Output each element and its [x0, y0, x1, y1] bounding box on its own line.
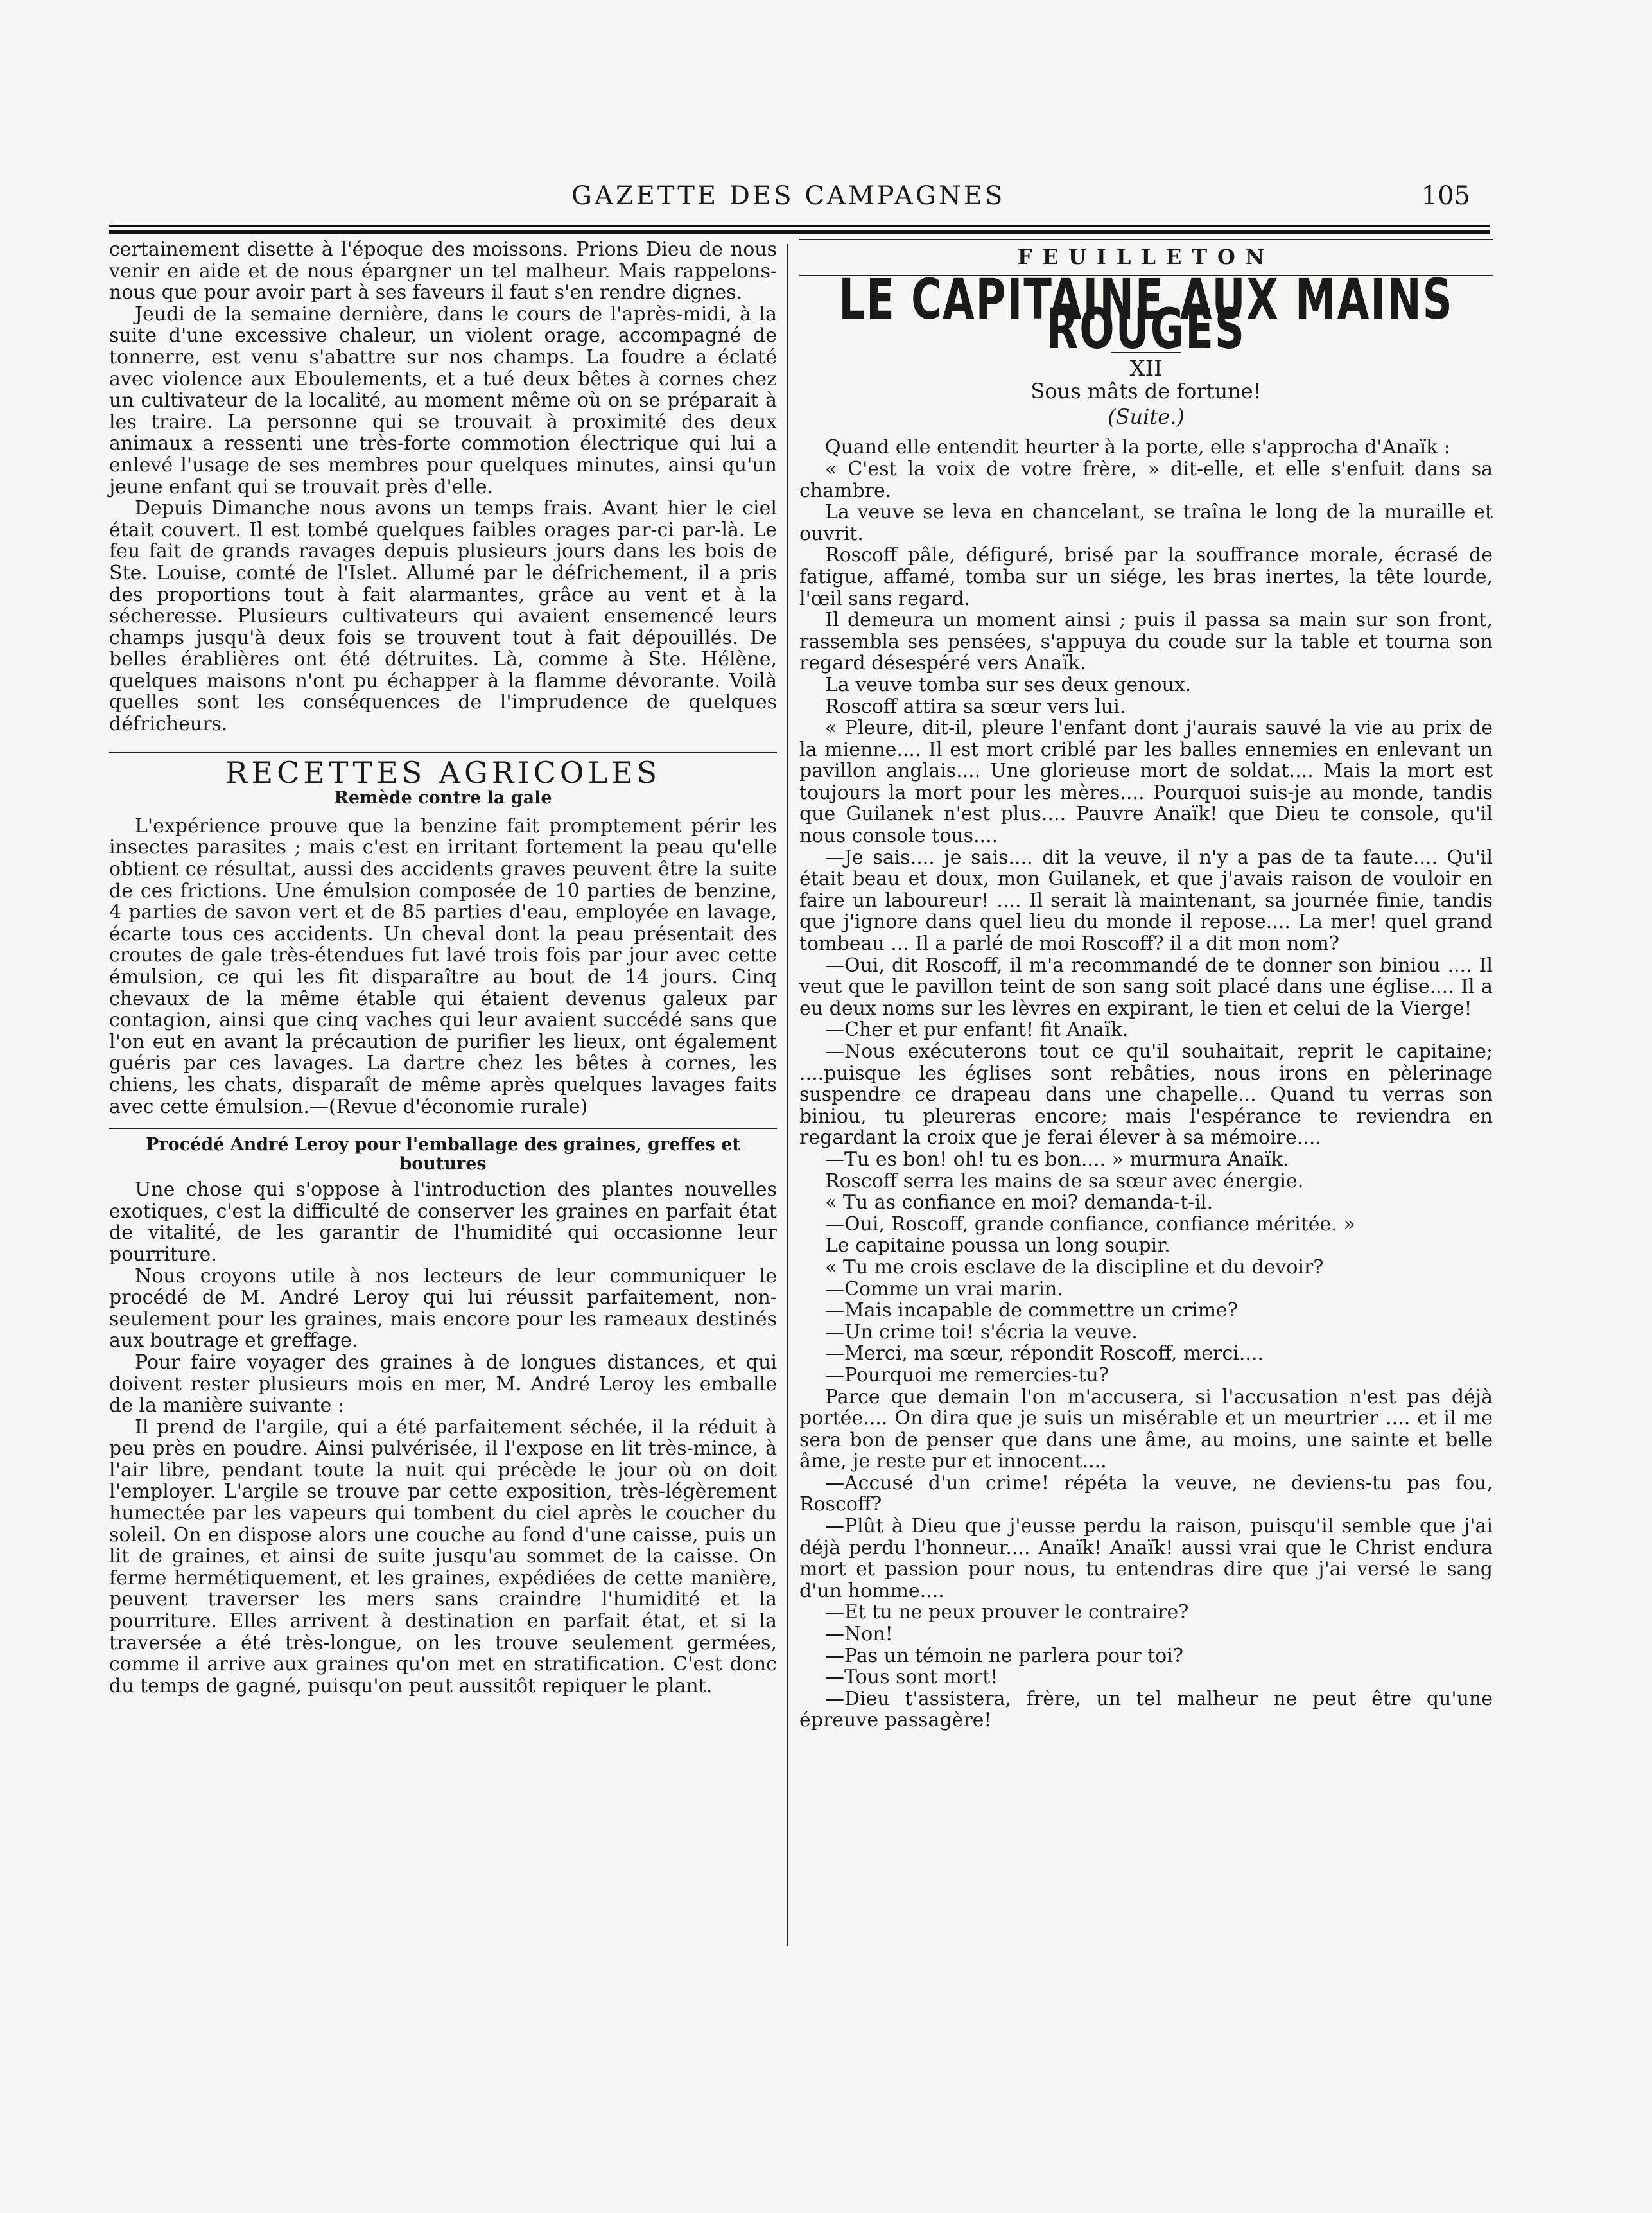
- story-paragraph: Parce que demain l'on m'accusera, si l'accusation n'est pas déjà portée.... On dira que je suis un misérable et un meurtrier .... et il me sera bon de penser que dans une âme, au moins, une sainte et belle âme, je reste pur et innocent....: [799, 1385, 1493, 1473]
- suite-label: (Suite.): [1108, 404, 1185, 429]
- story-paragraph: —Nous exécuterons tout ce qu'il souhaitait, reprit le capitaine; ....puisque les églises sont rebâties, nous irons en pèlerinage suspendre ce drapeau dans une chapelle... Quand tu verras son biniou, tu pleureras encore; mais l'espérance te reviendra en regardant la croix que je ferai élever à sa mémoire....: [799, 1040, 1493, 1150]
- story-paragraph: Il demeura un moment ainsi ; puis il passa sa main sur son front, rassembla ses pensées, s'appuya du coude sur la table et tourna son regard désespéré vers Anaïk.: [799, 609, 1493, 675]
- page-number: 105: [1421, 181, 1470, 211]
- story-paragraph: —Plût à Dieu que j'eusse perdu la raison, puisqu'il semble que j'ai déjà perdu l'honneur.... Anaïk! Anaïk! aussi vrai que le Christ endura mort et passion pour nous, tu entendras dire que j'ai versé le sang d'un homme....: [799, 1515, 1493, 1602]
- story-paragraph: « Tu as confiance en moi? demanda-t-il.: [825, 1191, 1213, 1214]
- header-rule-thick: [109, 230, 1490, 234]
- story-paragraph: —Pas un témoin ne parlera pour toi?: [825, 1644, 1184, 1667]
- remede-text: L'expérience prouve que la benzine fait promptement périr les insectes parasites ; mais c'est en irritant fortement la peau qu'elle obtient ce résultat, aussi des accidents graves peuvent être la suite de ces frictions. Une émulsion composée de 10 parties de benzine, 4 parties de savon vert et de 85 parties d'eau, employée en lavage, écarte tous ces accidents. Un cheval dont la peau présentait des croutes de gale très-étendues fut lavé trois fois par jour avec cette émulsion, ce qui les fit disparaître au bout de 14 jours. Cinq chevaux de la même étable qui étaient devenus galeux par contagion, ainsi que cinq vaches qui leur avaient succédé sans que l'on eut en avant la précaution de purifier les lieux, ont également guéris par ces lavages. La dartre chez les bêtes à cornes, les chiens, les chats, disparaît de même après quelques lavages faits avec cette émulsion.—(Revue d'économie rurale): [109, 814, 777, 1118]
- procede-paragraph: Il prend de l'argile, qui a été parfaitement séchée, il la réduit à peu près en poudre. Ainsi pulvérisée, il l'expose en lit très-mince, à l'air libre, pendant toute la nuit qui précède le jour où on doit l'employer. L'argile se trouve par cette exposition, très-légèrement humectée par les vapeurs qui tombent du ciel après le coucher du soleil. On en dispose alors une couche au fond d'une caisse, puis un lit de graines, et ainsi de suite jusqu'au sommet de la caisse. On ferme hermétiquement, et les graines, expédiées de cette manière, peuvent traverser les mers sans craindre l'humidité et la pourriture. Elles arrivent à destination en parfait état, et si la traversée a été très-longue, on les trouve seulement germées, comme il arrive aux graines qu'on met en stratification. C'est donc du temps de gagné, puisqu'on peut aussitôt repiquer le plant.: [109, 1415, 777, 1697]
- story-paragraph: —Et tu ne peux prouver le contraire?: [825, 1601, 1189, 1624]
- story-paragraph: —Oui, dit Roscoff, il m'a recommandé de te donner son biniou .... Il veut que le pavillon teint de son sang soit placé dans une église.... Il a eu deux noms sur les lèvres en expirant, le tien et celui de la Vierge!: [799, 954, 1493, 1020]
- newspaper-title: GAZETTE DES CAMPAGNES: [571, 181, 1005, 211]
- remede-title: Remède contre la gale: [334, 788, 552, 809]
- story-paragraph: —Pourquoi me remercies-tu?: [825, 1363, 1109, 1386]
- story-title: LE CAPITAINE AUX MAINS ROUGES: [839, 268, 1454, 362]
- section-title: RECETTES AGRICOLES: [109, 752, 777, 784]
- story-paragraph: —Accusé d'un crime! répéta la veuve, ne deviens-tu pas fou, Roscoff?: [799, 1471, 1493, 1516]
- chapter-title: Sous mâts de fortune!: [1030, 379, 1262, 404]
- story-paragraph: La veuve tomba sur ses deux genoux.: [825, 673, 1192, 696]
- story-paragraph: —Oui, Roscoff, grande confiance, confiance méritée. »: [825, 1212, 1355, 1236]
- column-divider: [787, 244, 788, 1946]
- intro-paragraph: certainement disette à l'époque des moissons. Prions Dieu de nous venir en aide et de nous épargner un tel malheur. Mais rappelons-nous que pour avoir part à ses faveurs il faut s'en rendre dignes.: [109, 238, 777, 304]
- story-paragraph: Roscoff attira sa sœur vers lui.: [825, 695, 1126, 718]
- page-header: [109, 181, 1502, 220]
- procede-paragraph: Une chose qui s'oppose à l'introduction des plantes nouvelles exotiques, c'est la difficulté de conserver les graines en parfait état de vitalité, de les garantir de l'humidité qui occasionne leur pourriture.: [109, 1178, 777, 1266]
- story-paragraph: —Merci, ma sœur, répondit Roscoff, merci....: [825, 1342, 1264, 1365]
- story-paragraph: Le capitaine poussa un long soupir.: [825, 1234, 1170, 1257]
- story-paragraph: Quand elle entendit heurter à la porte, elle s'approcha d'Anaïk :: [825, 436, 1450, 459]
- feuilleton-label: FEUILLETON: [799, 239, 1493, 276]
- story-paragraph: —Dieu t'assistera, frère, un tel malheur ne peut être qu'une épreuve passagère!: [799, 1687, 1493, 1732]
- intro-paragraph: Jeudi de la semaine dernière, dans le cours de l'après-midi, à la suite d'une excessive chaleur, un violent orage, accompagné de tonnerre, est venu s'abattre sur nos champs. La foudre a éclaté avec violence aux Eboulements, et a tué deux bêtes à cornes chez un cultivateur de la localité, au moment même où on se préparait à les traire. La personne qui se trouvait à proximité des deux animaux a ressenti une très-forte commotion électrique qui lui a enlevé l'usage de ses membres pour quelques minutes, ainsi qu'un jeune enfant qui se trouvait près d'elle.: [109, 302, 777, 498]
- procede-paragraph: Nous croyons utile à nos lecteurs de leur communiquer le procédé de M. André Leroy qui lui réussit parfaitement, non-seulement pour les graines, mais encore pour les rameaux destinés aux boutrage et greffage.: [109, 1264, 777, 1352]
- procede-title: Procédé André Leroy pour l'emballage des graines, greffes et boutures: [109, 1128, 777, 1174]
- story-paragraph: —Mais incapable de commettre un crime?: [825, 1299, 1238, 1322]
- intro-paragraph: Depuis Dimanche nous avons un temps frais. Avant hier le ciel était couvert. Il est tombé quelques faibles orages par-ci par-là. Le feu fait de grands ravages depuis plusieurs jours dans les bois de Ste. Louise, comté de l'Islet. Allumé par le défrichement, il a pris des proportions tout à fait alarmantes, grâce au vent et à la sécheresse. Plusieurs cultivateurs qui avaient ensemencé leurs champs jusqu'à deux fois se trouvent tout à fait dépouillés. De belles érablières ont été détruites. Là, comme à Ste. Hélène, quelques maisons n'ont pu échapper à la flamme dévorante. Voilà quelles sont les conséquences de l'imprudence de quelques défricheurs.: [109, 497, 777, 736]
- right-column: [799, 239, 1493, 1731]
- story-paragraph: Roscoff serra les mains de sa sœur avec énergie.: [825, 1169, 1304, 1193]
- procede-paragraph: Pour faire voyager des graines à de longues distances, et qui doivent rester plusieurs mois en mer, M. André Leroy les emballe de la manière suivante :: [109, 1351, 777, 1417]
- story-paragraph: —Tous sont mort!: [825, 1666, 998, 1689]
- story-paragraph: —Tu es bon! oh! tu es bon.... » murmura Anaïk.: [825, 1148, 1289, 1171]
- story-paragraph: —Je sais.... je sais.... dit la veuve, il n'y a pas de ta faute.... Qu'il était beau et doux, mon Guilanek, et que j'avais raison de vouloir en faire un laboureur! .... Il serait là maintenant, sa journée finie, tandis que j'ignore dans quel lieu du monde il repose.... La mer! quel grand tombeau ... Il a parlé de moi Roscoff? il a dit mon nom?: [799, 846, 1493, 956]
- story-paragraph: La veuve se leva en chancelant, se traîna le long de la muraille et ouvrit.: [799, 501, 1493, 545]
- story-paragraph: —Cher et pur enfant! fit Anaïk.: [825, 1019, 1129, 1042]
- story-paragraph: « Tu me crois esclave de la discipline et du devoir?: [825, 1255, 1324, 1279]
- story-paragraph: « C'est la voix de votre frère, » dit-elle, et elle s'enfuit dans sa chambre.: [799, 457, 1493, 502]
- chapter-number: XII: [1129, 355, 1163, 381]
- story-paragraph: Roscoff pâle, défiguré, brisé par la souffrance morale, écrasé de fatigue, affamé, tomba sur un siége, les bras inertes, la tête lourde, l'œil sans regard.: [799, 544, 1493, 610]
- story-paragraph: —Non!: [825, 1623, 893, 1646]
- story-paragraph: « Pleure, dit-il, pleure l'enfant dont j'aurais sauvé la vie au prix de la mienne.... Il est mort criblé par les balles ennemies en enlevant un pavillon anglais.... Une glorieuse mort de soldat.... Mais la mort est toujours la mort pour les mères.... Pourquoi suis-je au monde, tandis que Guilanek n'est plus.... Pauvre Anaïk! que Dieu te console, qu'il nous console tous....: [799, 717, 1493, 848]
- story-body: [799, 437, 1493, 1731]
- header-rule: [109, 225, 1490, 227]
- story-paragraph: —Un crime toi! s'écria la veuve.: [825, 1320, 1138, 1343]
- left-column: [109, 239, 777, 1697]
- story-paragraph: —Comme un vrai marin.: [825, 1277, 1063, 1300]
